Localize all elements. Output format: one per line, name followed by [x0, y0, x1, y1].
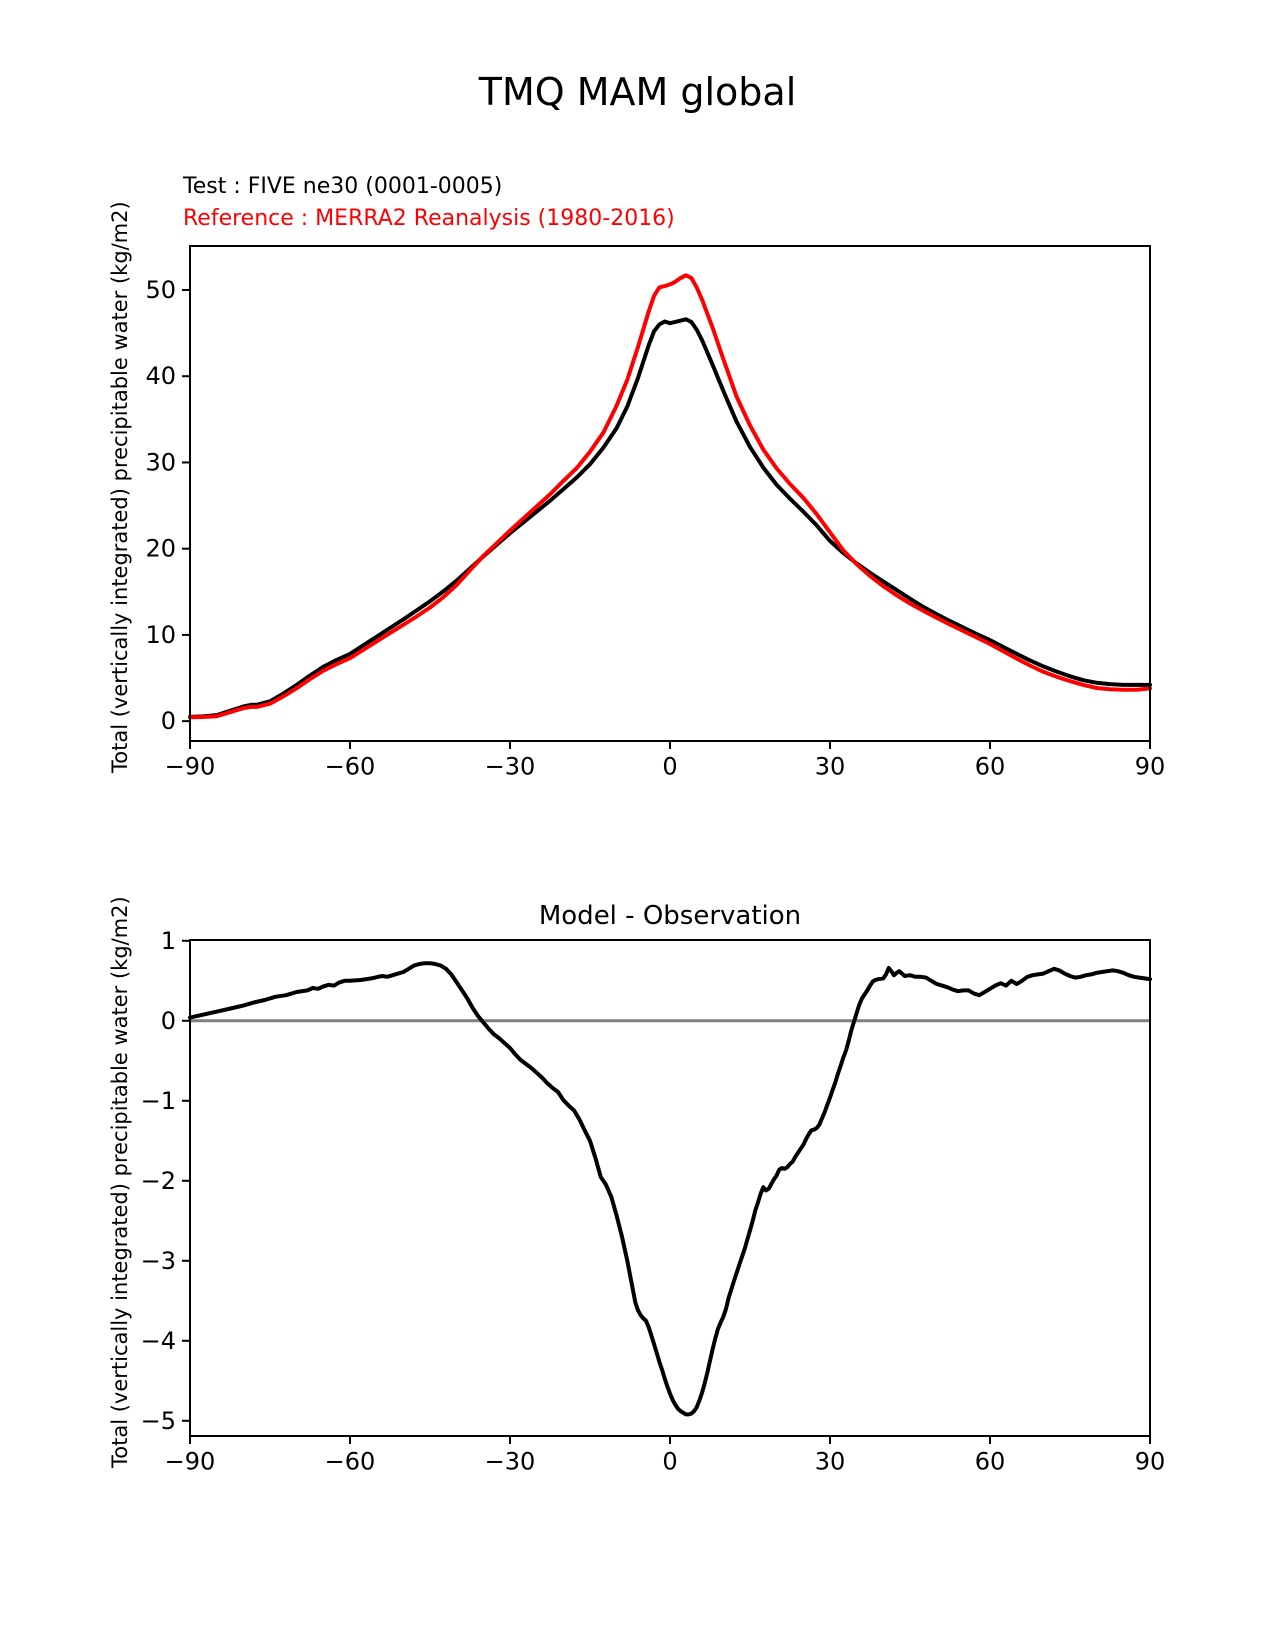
top-chart-y-tick-label: 50: [145, 275, 176, 304]
bottom-chart-y-tick-label: 0: [160, 1006, 176, 1035]
top-chart-x-tick-label: 30: [814, 752, 846, 781]
bottom-chart-ylabel: Total (vertically integrated) precipitable water (kg/m2): [108, 896, 132, 1468]
bottom-chart-x-tick-label: 30: [814, 1447, 846, 1476]
top-chart-x-tick-label: 60: [974, 752, 1006, 781]
top-chart-y-tick-label: 40: [145, 362, 176, 391]
top-chart-x-tick-label: 90: [1134, 752, 1166, 781]
bottom-chart-x-tick-label: −90: [164, 1447, 216, 1476]
top-chart-y-tick-label: 20: [145, 534, 176, 563]
bottom-chart-y-tick-label: −1: [140, 1086, 176, 1115]
bottom-chart-x-tick-label: −30: [484, 1447, 536, 1476]
bottom-chart-frame: [190, 940, 1150, 1436]
bottom-chart-x-tick-label: −60: [324, 1447, 376, 1476]
top-chart-y-tick-label: 0: [160, 707, 176, 736]
bottom-chart-series-0: [190, 963, 1150, 1414]
top-chart-ylabel: Total (vertically integrated) precipitable water (kg/m2): [108, 201, 132, 773]
bottom-chart-x-tick-label: 60: [974, 1447, 1006, 1476]
top-chart-x-tick-label: −90: [164, 752, 216, 781]
bottom-chart-x-tick-label: 90: [1134, 1447, 1166, 1476]
top-chart-x-tick-label: 0: [662, 752, 678, 781]
top-chart-y-tick-label: 30: [145, 448, 176, 477]
bottom-chart-title: Model - Observation: [538, 901, 802, 931]
top-chart-x-tick-label: −60: [324, 752, 376, 781]
bottom-chart-y-tick-label: −3: [140, 1246, 176, 1275]
legend-test-label: Test : FIVE ne30 (0001-0005): [183, 174, 503, 199]
legend-reference-label: Reference : MERRA2 Reanalysis (1980-2016): [183, 206, 675, 231]
top-chart-series-0: [190, 319, 1150, 717]
bottom-chart-y-tick-label: −4: [140, 1326, 176, 1355]
figure-title: TMQ MAM global: [478, 70, 797, 114]
bottom-chart-y-tick-label: 1: [160, 926, 176, 955]
top-chart-series-1: [190, 275, 1150, 717]
top-chart-x-tick-label: −30: [484, 752, 536, 781]
bottom-chart-y-tick-label: −2: [140, 1166, 176, 1195]
top-chart-y-tick-label: 10: [145, 620, 176, 649]
bottom-chart-x-tick-label: 0: [662, 1447, 678, 1476]
bottom-chart-y-tick-label: −5: [140, 1406, 176, 1435]
